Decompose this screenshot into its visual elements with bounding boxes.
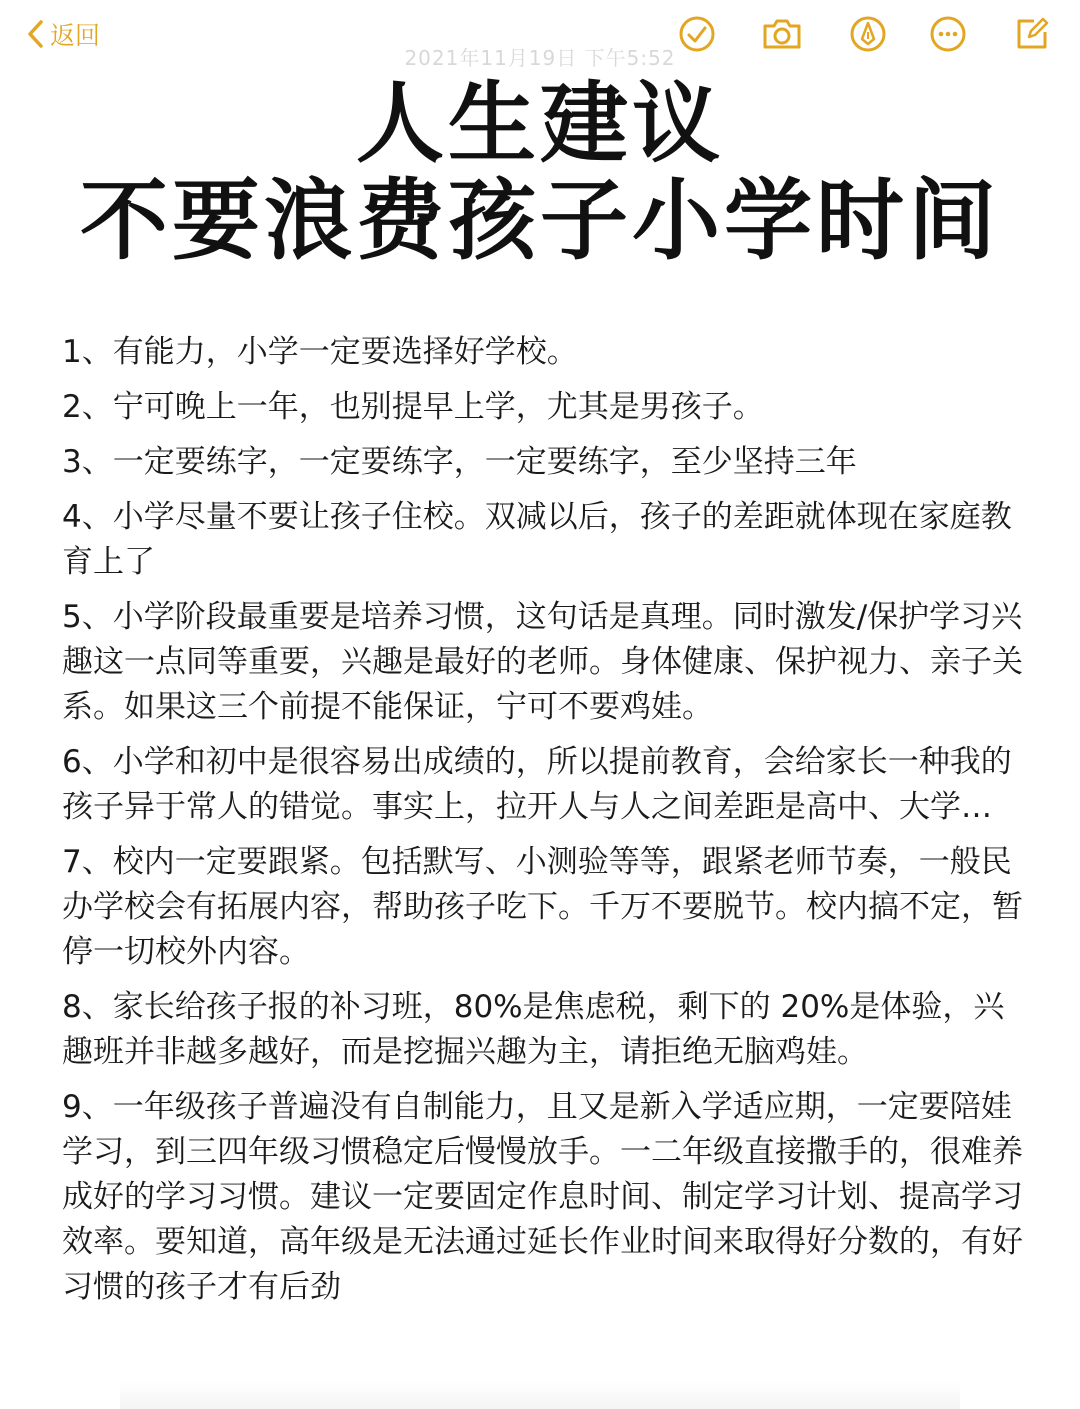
note-body[interactable] <box>62 330 1024 1320</box>
note-title-line-2: 不要浪费孩子小学时间 <box>79 169 1000 272</box>
list-item: 6、小学和初中是很容易出成绩的，所以提前教育，会给家长一种我的孩子异于常人的错觉。事实上，拉开人与人之间差距是高中、大学… <box>62 744 1012 825</box>
pen-circle-icon[interactable] <box>846 12 890 56</box>
list-item: 5、小学阶段最重要是培养习惯，这句话是真理。同时激发/保护学习兴趣这一点同等重要，兴趣是最好的老师。身体健康、保护视力、亲子关系。如果这三个前提不能保证，宁可不要鸡娃。 <box>62 599 1023 725</box>
list-item: 1、有能力，小学一定要选择好学校。 <box>62 334 578 370</box>
checkmark-circle-icon[interactable] <box>675 12 719 56</box>
list-item: 2、宁可晚上一年，也别提早上学，尤其是男孩子。 <box>62 389 764 425</box>
bottom-fade <box>120 1381 960 1409</box>
compose-icon[interactable] <box>1010 12 1054 56</box>
camera-icon[interactable] <box>760 12 804 56</box>
list-item: 7、校内一定要跟紧。包括默写、小测验等等，跟紧老师节奏，一般民办学校会有拓展内容，帮助孩子吃下。千万不要脱节。校内搞不定，暂停一切校外内容。 <box>62 844 1023 970</box>
list-item: 3、一定要练字，一定要练字，一定要练字，至少坚持三年 <box>62 444 857 480</box>
list-item: 8、家长给孩子报的补习班，80%是焦虑税，剩下的 20%是体验，兴趣班并非越多越好，而是挖掘兴趣为主，请拒绝无脑鸡娃。 <box>62 989 1005 1070</box>
toolbar-actions <box>0 12 1080 60</box>
more-circle-icon[interactable] <box>926 12 970 56</box>
note-date: 2021年11月19日 下午5:52 <box>404 46 676 70</box>
list-item: 4、小学尽量不要让孩子住校。双减以后，孩子的差距就体现在家庭教育上了 <box>62 499 1012 580</box>
back-label: 返回 <box>50 21 101 50</box>
list-item: 9、一年级孩子普遍没有自制能力，且又是新入学适应期，一定要陪娃学习，到三四年级习惯稳定后慢慢放手。一二年级直接撒手的，很难养成好的学习习惯。建议一定要固定作息时间、制定学习计划、提高学习效率。要知道，高年级是无法通过延长作业时间来取得好分数的，有好习惯的孩子才有后劲 <box>62 1089 1023 1305</box>
notes-toolbar <box>0 0 1080 72</box>
note-title-line-1: 人生建议 <box>355 72 724 175</box>
